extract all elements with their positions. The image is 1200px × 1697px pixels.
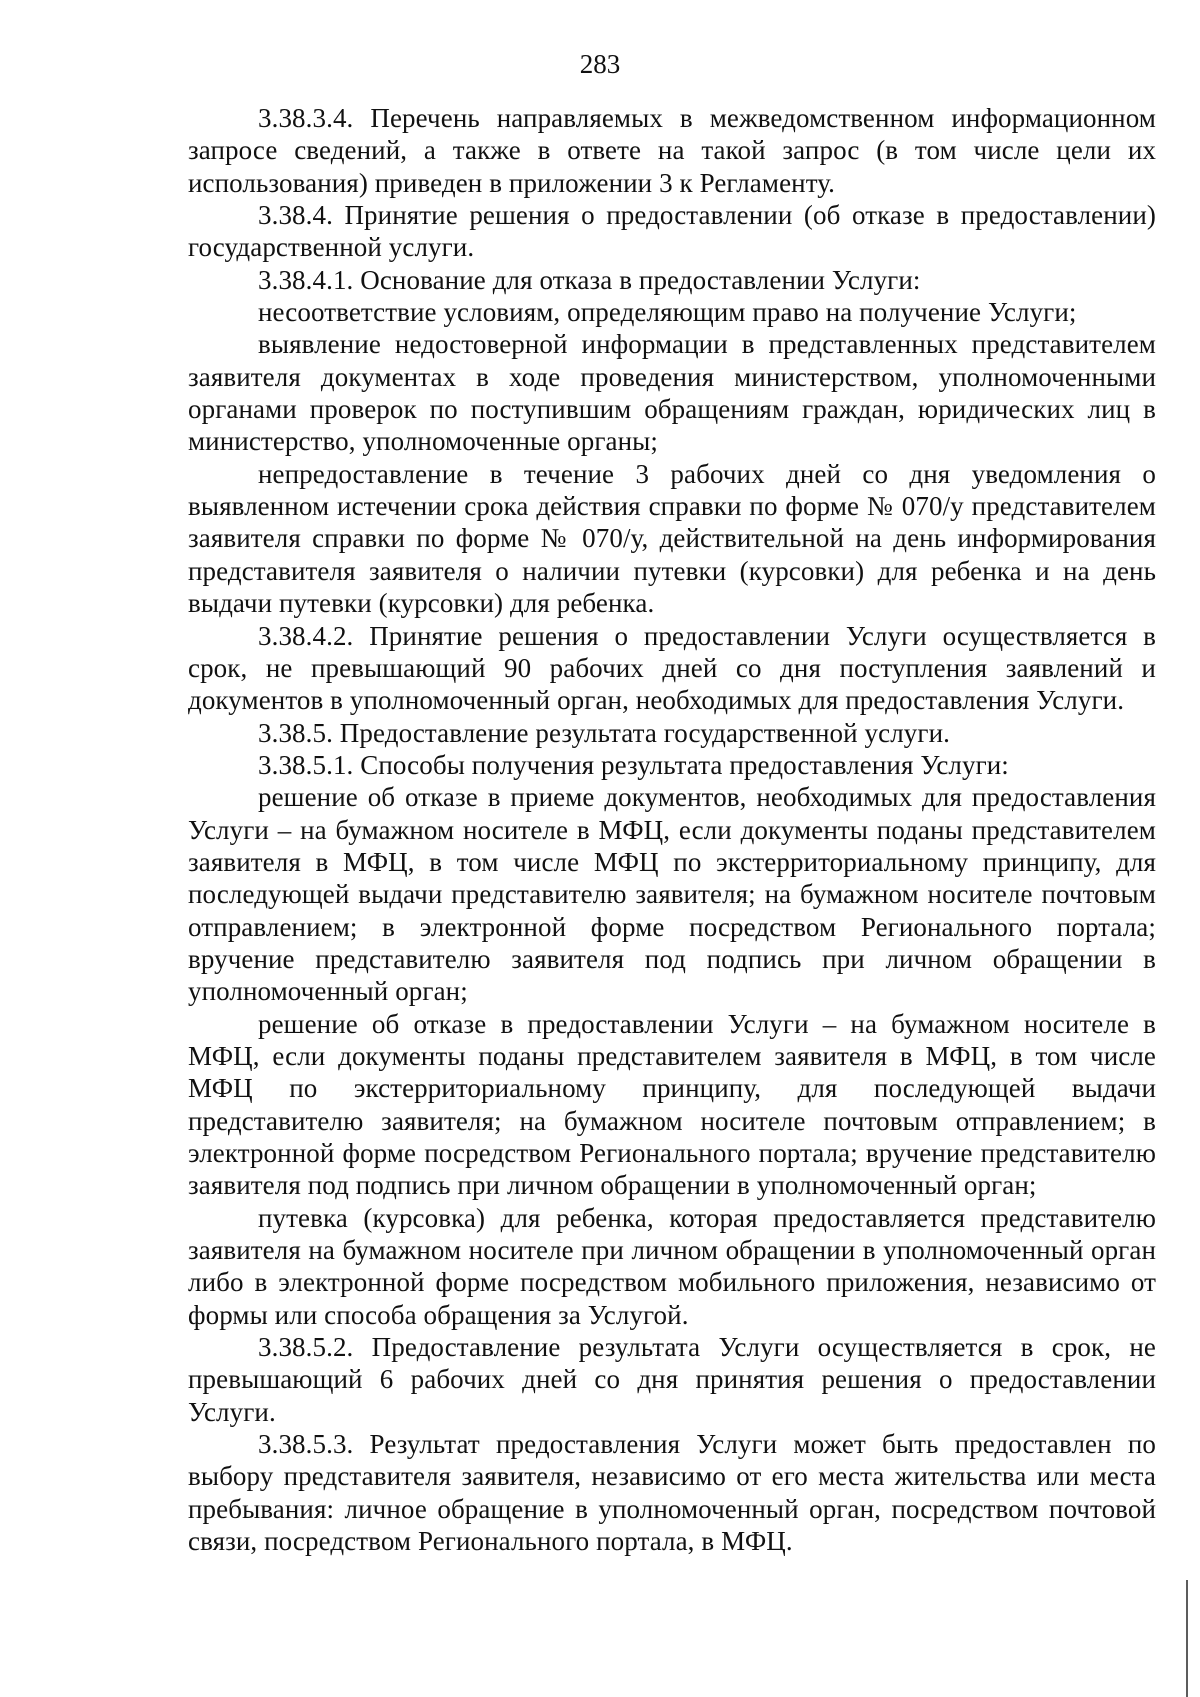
- paragraph-refusal-ground-1: несоответствие условиям, определяющим право на получение Услуги;: [258, 297, 1077, 328]
- paragraph-3-38-5-3: 3.38.5.3. Результат предоставления Услуги может быть предоставлен по выбору представителя заявителя, независимо от его места жительства или места пребывания: личное обращение в уполномоченный орган, посредством почтовой связи, посредством Регионального портала, в МФЦ.: [188, 1429, 1156, 1557]
- paragraph-3-38-3-4: 3.38.3.4. Перечень направляемых в межведомственном информационном запросе сведений, а также в ответе на такой запрос (в том числе цели их использования) приведен в приложении 3 к Регламенту.: [188, 103, 1156, 198]
- paragraph-result-method-1: решение об отказе в приеме документов, необходимых для предоставления Услуги – на бумажном носителе в МФЦ, если документы поданы представителем заявителя в МФЦ, в том числе МФЦ по экстерриториальному принципу, для последующей выдачи представителю заявителя; на бумажном носителе почтовым отправлением; в электронной форме посредством Регионального портала; вручение представителю заявителя под подпись при личном обращении в уполномоченный орган;: [188, 782, 1156, 1007]
- page-number: 283: [579, 49, 621, 79]
- paragraph-3-38-5-2: 3.38.5.2. Предоставление результата Услуги осуществляется в срок, не превышающий 6 рабочих дней со дня принятия решения о предоставлении Услуги.: [188, 1332, 1156, 1427]
- document-body: [188, 102, 1156, 1557]
- paragraph-3-38-5-1: 3.38.5.1. Способы получения результата предоставления Услуги:: [258, 749, 1009, 780]
- paragraph-3-38-5: 3.38.5. Предоставление результата государственной услуги.: [258, 717, 950, 748]
- paragraph-result-method-3: путевка (курсовка) для ребенка, которая предоставляется представителю заявителя на бумажном носителе при личном обращении в уполномоченный орган либо в электронной форме посредством мобильного приложения, независимо от формы или способа обращения за Услугой.: [188, 1202, 1156, 1330]
- paragraph-refusal-ground-3: непредоставление в течение 3 рабочих дней со дня уведомления о выявленном истечении срока действия справки по форме № 070/у представителем заявителя справки по форме № 070/у, действительной на день информирования представителя заявителя о наличии путевки (курсовки) для ребенка и на день выдачи путевки (курсовки) для ребенка.: [188, 458, 1156, 619]
- scan-edge-mark: [1186, 1580, 1188, 1697]
- paragraph-3-38-4-1: 3.38.4.1. Основание для отказа в предоставлении Услуги:: [258, 264, 921, 295]
- paragraph-3-38-4: 3.38.4. Принятие решения о предоставлении (об отказе в предоставлении) государственной услуги.: [188, 200, 1156, 263]
- paragraph-result-method-2: решение об отказе в предоставлении Услуги – на бумажном носителе в МФЦ, если документы поданы представителем заявителя в МФЦ, в том числе МФЦ по экстерриториальному принципу, для последующей выдачи представителю заявителя; на бумажном носителе почтовым отправлением; в электронной форме посредством Регионального портала; вручение представителю заявителя под подпись при личном обращении в уполномоченный орган;: [188, 1008, 1156, 1201]
- paragraph-refusal-ground-2: выявление недостоверной информации в представленных представителем заявителя документах в ходе проведения министерством, уполномоченными органами проверок по поступившим обращениям граждан, юридических лиц в министерство, уполномоченные органы;: [188, 329, 1156, 457]
- paragraph-3-38-4-2: 3.38.4.2. Принятие решения о предоставлении Услуги осуществляется в срок, не превышающий 90 рабочих дней со дня поступления заявлений и документов в уполномоченный орган, необходимых для предоставления Услуги.: [188, 620, 1156, 716]
